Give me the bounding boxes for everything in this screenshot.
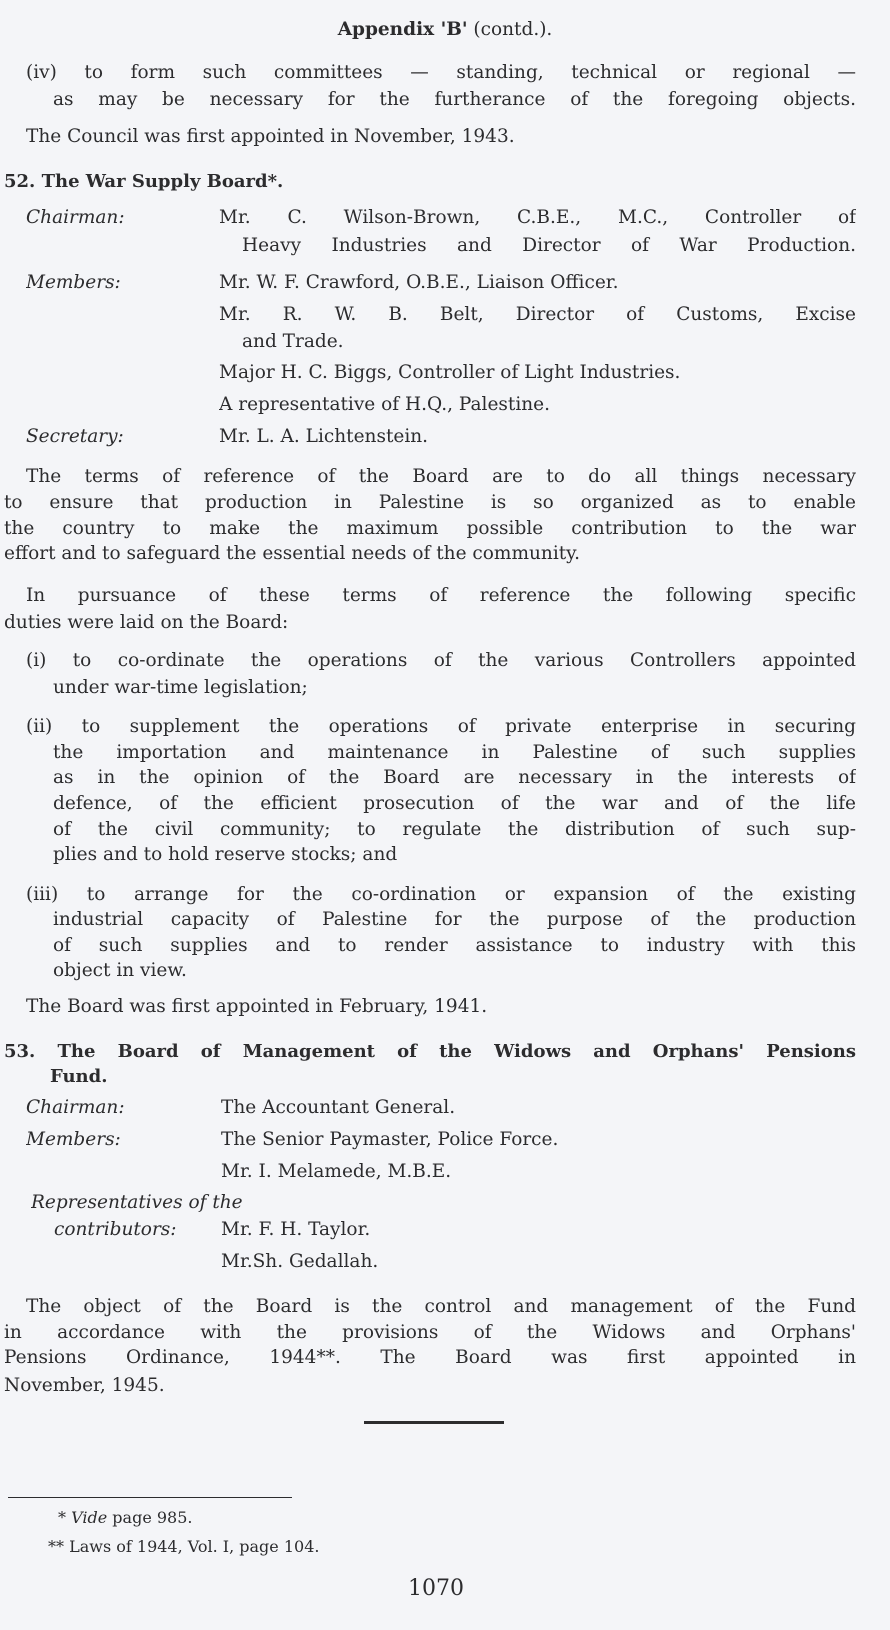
representative-entry: Mr.Sh. Gedallah.: [221, 1251, 379, 1272]
item-iv-line: as may be necessary for the furtherance of the foregoing objects.: [53, 89, 856, 110]
chairman-label: Chairman:: [26, 1097, 125, 1118]
page-number: 1070: [408, 1576, 464, 1601]
council-note: The Council was first appointed in November, 1943.: [26, 126, 515, 147]
representatives-label: contributors:: [54, 1219, 177, 1240]
board-appointed-note: The Board was first appointed in February, 1941.: [26, 996, 488, 1017]
duty-iii-line: of such supplies and to render assistance to industry with this: [53, 935, 856, 956]
member-entry: and Trade.: [242, 331, 344, 352]
terms-paragraph-line: effort and to safeguard the essential needs of the community.: [4, 543, 581, 564]
object-paragraph-line: November, 1945.: [4, 1375, 165, 1396]
member-entry: A representative of H.Q., Palestine.: [219, 394, 550, 415]
item-iv-line: (iv) to form such committees — standing, technical or regional —: [26, 62, 856, 83]
member-entry: Major H. C. Biggs, Controller of Light Industries.: [219, 362, 681, 383]
footnote-2: ** Laws of 1944, Vol. I, page 104.: [48, 1537, 320, 1556]
duty-iii-line: industrial capacity of Palestine for the purpose of the production: [53, 909, 856, 930]
footnote-vide: Vide: [71, 1508, 108, 1527]
members-label: Members:: [26, 272, 121, 293]
section-52-heading: 52. The War Supply Board*.: [4, 171, 284, 192]
section-end-rule: [364, 1421, 504, 1424]
member-entry: Mr. R. W. B. Belt, Director of Customs, Excise: [219, 304, 856, 325]
pursuance-line: duties were laid on the Board:: [4, 612, 289, 633]
terms-paragraph-line: The terms of reference of the Board are to do all things necessary: [26, 466, 856, 487]
object-paragraph-line: Pensions Ordinance, 1944**. The Board was first appointed in: [4, 1347, 856, 1368]
member-entry: Mr. I. Melamede, M.B.E.: [221, 1161, 452, 1182]
terms-paragraph-line: the country to make the maximum possible contribution to the war: [4, 518, 856, 539]
object-paragraph-line: The object of the Board is the control and management of the Fund: [26, 1296, 856, 1317]
duty-ii-line: plies and to hold reserve stocks; and: [53, 844, 398, 865]
duty-iii-line: object in view.: [53, 960, 187, 981]
secretary-value: Mr. L. A. Lichtenstein.: [219, 426, 429, 447]
footnote-1: [58, 1504, 193, 1532]
footnote-separator: [8, 1497, 292, 1498]
representatives-label: Representatives of the: [31, 1192, 243, 1213]
members-label: Members:: [26, 1129, 121, 1150]
appendix-title: Appendix 'B': [337, 19, 468, 40]
page-header: [0, 16, 890, 44]
object-paragraph-line: in accordance with the provisions of the Widows and Orphans': [4, 1322, 856, 1343]
pursuance-line: In pursuance of these terms of reference the following specific: [26, 585, 856, 606]
section-53-heading: Fund.: [50, 1066, 108, 1087]
chairman-value: The Accountant General.: [221, 1097, 456, 1118]
duty-ii-line: of the civil community; to regulate the distribution of such sup-: [53, 819, 856, 840]
chairman-value: Heavy Industries and Director of War Production.: [242, 235, 856, 256]
footnote-marker: *: [58, 1508, 66, 1527]
chairman-value: Mr. C. Wilson-Brown, C.B.E., M.C., Controller of: [219, 207, 856, 228]
duty-ii-line: the importation and maintenance in Palestine of such supplies: [53, 742, 856, 763]
footnote-text: page 985.: [112, 1508, 193, 1527]
section-53-heading: 53. The Board of Management of the Widows and Orphans' Pensions: [4, 1041, 856, 1062]
duty-ii-line: as in the opinion of the Board are necessary in the interests of: [53, 767, 856, 788]
representative-entry: Mr. F. H. Taylor.: [221, 1219, 371, 1240]
member-entry: The Senior Paymaster, Police Force.: [221, 1129, 559, 1150]
member-entry: Mr. W. F. Crawford, O.B.E., Liaison Officer.: [219, 272, 619, 293]
duty-ii-line: defence, of the efficient prosecution of the war and of the life: [53, 793, 856, 814]
duty-iii-line: (iii) to arrange for the co-ordination or expansion of the existing: [26, 884, 856, 905]
duty-ii-line: (ii) to supplement the operations of private enterprise in securing: [26, 716, 856, 737]
secretary-label: Secretary:: [26, 426, 124, 447]
duty-i-line: (i) to co-ordinate the operations of the various Controllers appointed: [26, 650, 856, 671]
duty-i-line: under war-time legislation;: [53, 677, 308, 698]
terms-paragraph-line: to ensure that production in Palestine is so organized as to enable: [4, 492, 856, 513]
appendix-contd: (contd.).: [473, 19, 553, 40]
chairman-label: Chairman:: [26, 207, 125, 228]
